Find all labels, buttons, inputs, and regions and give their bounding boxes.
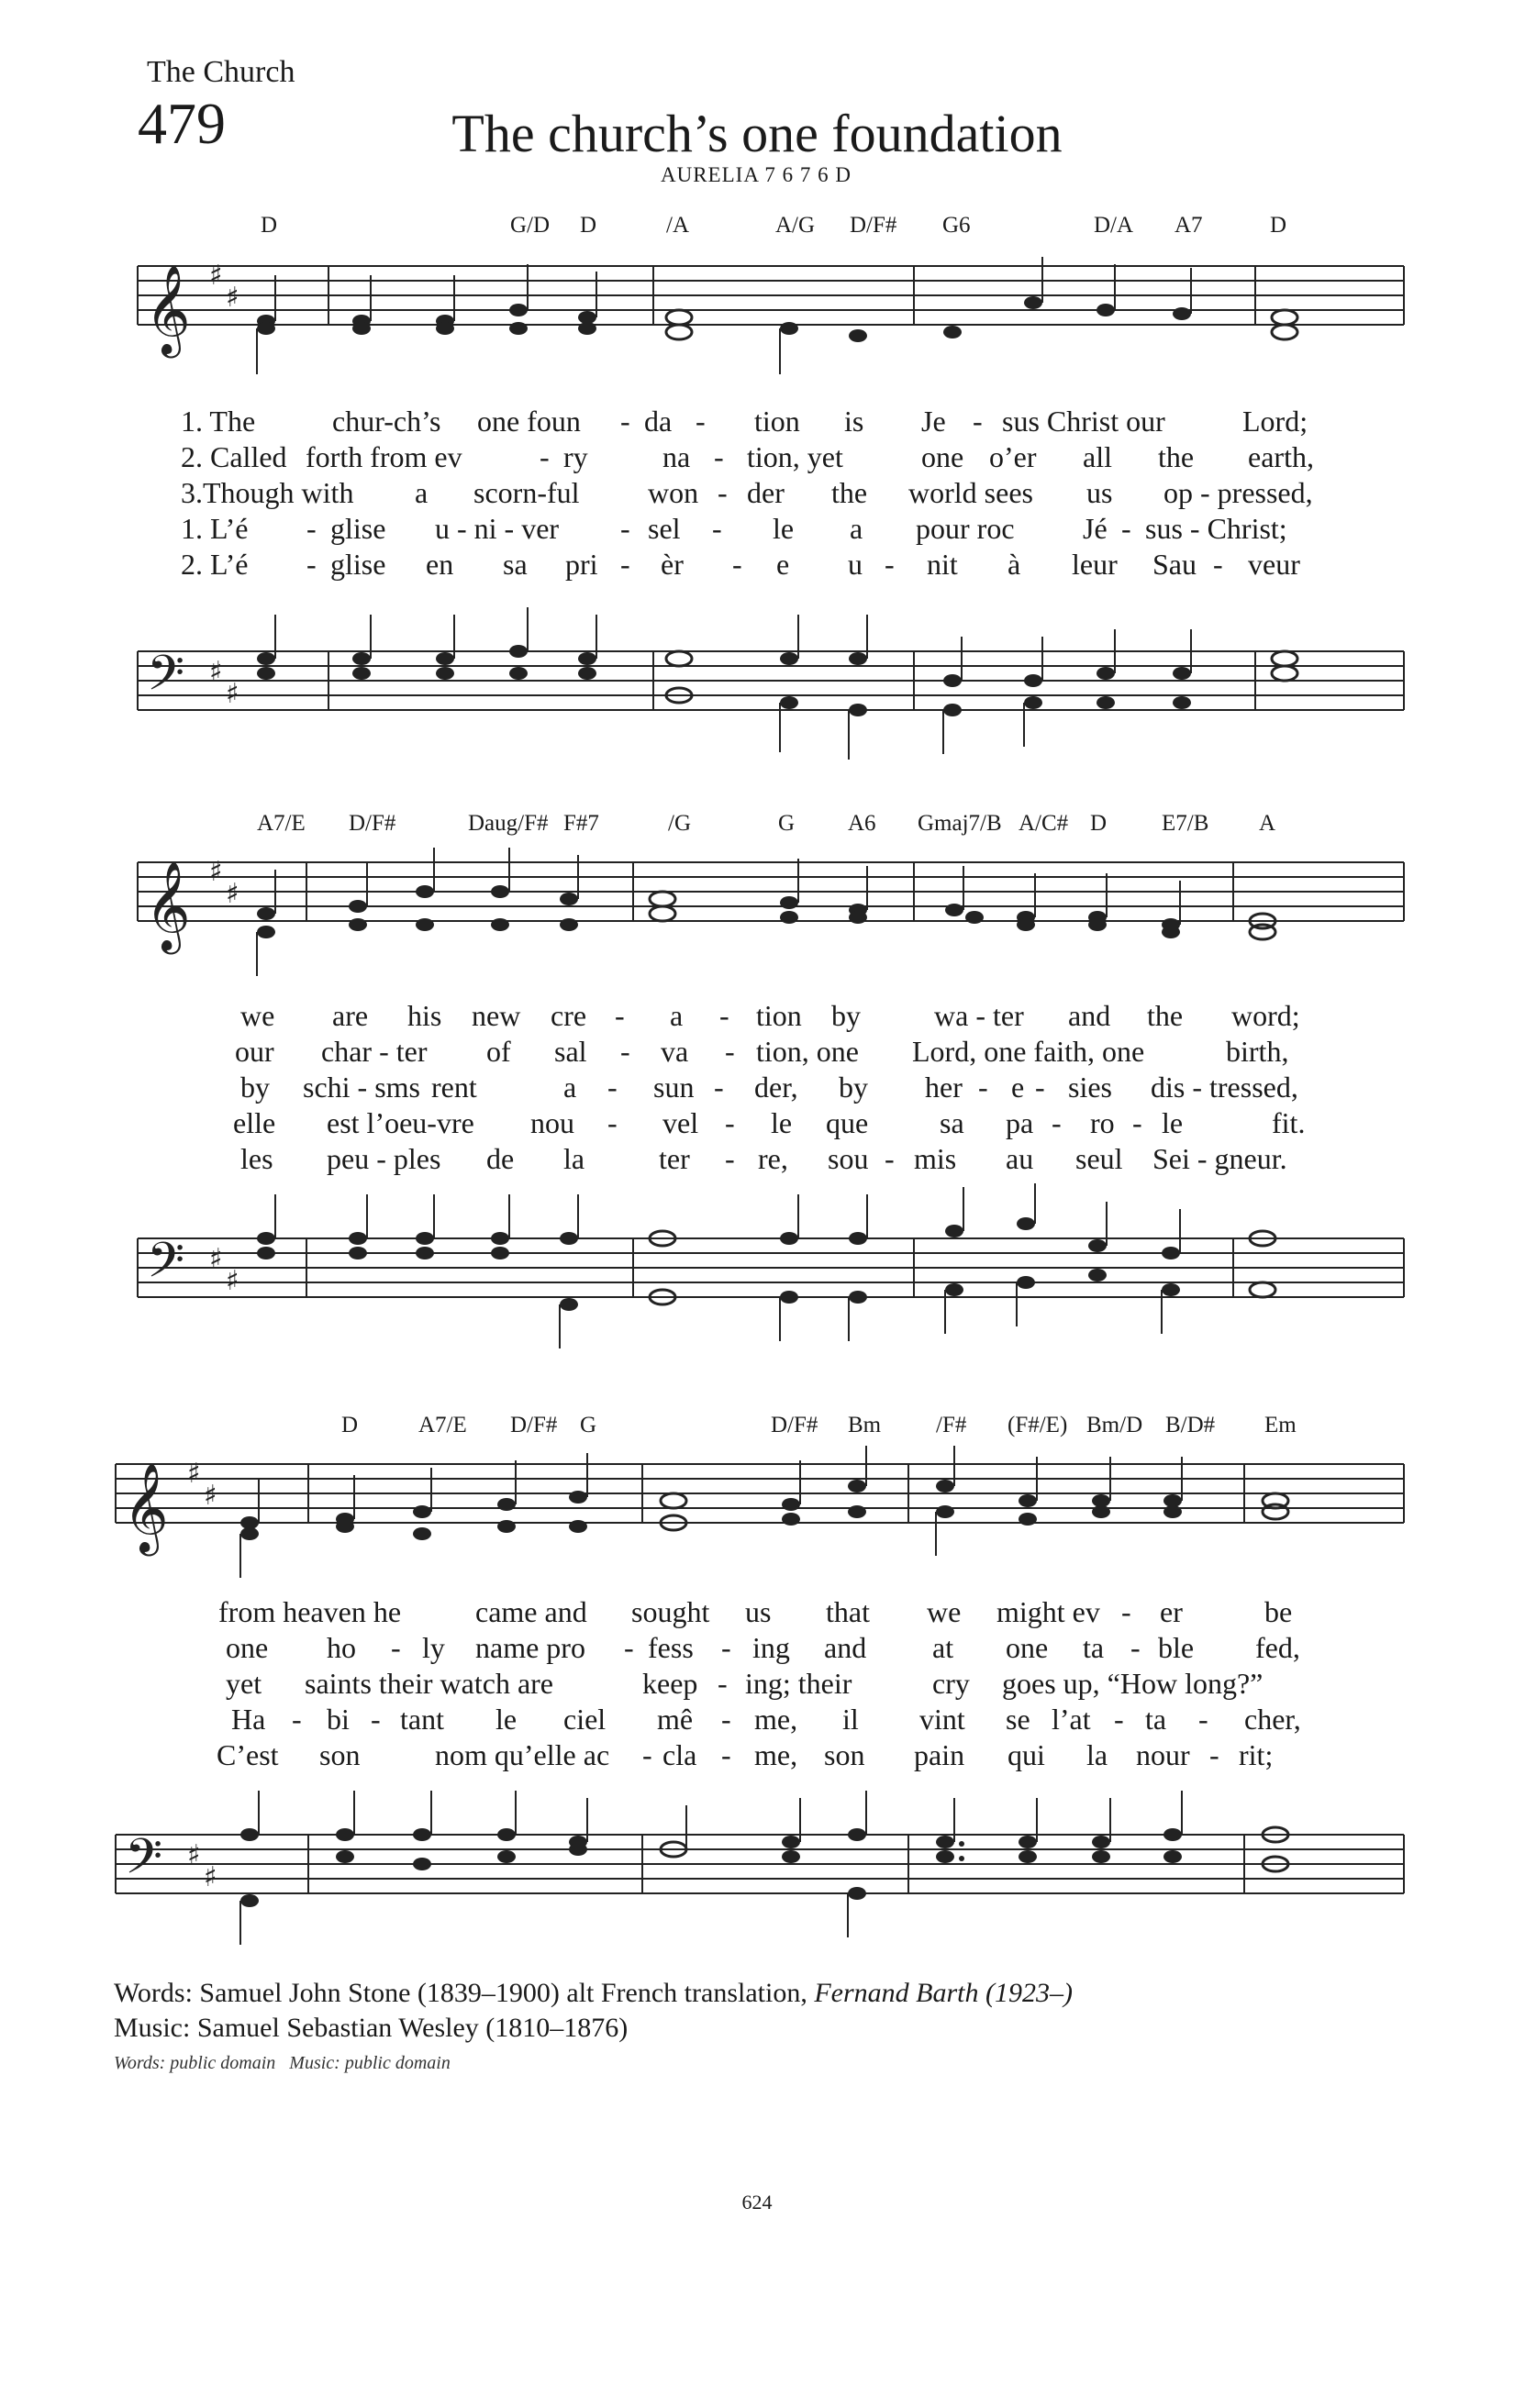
chord-symbol: A6: [848, 811, 876, 836]
lyric-syllable: -: [642, 1738, 652, 1771]
lyric-syllable: à: [1007, 548, 1021, 581]
lyric-syllable: -: [306, 548, 317, 581]
lyric-syllable: -: [714, 1071, 724, 1104]
lyric-syllable: pa: [1006, 1106, 1034, 1139]
lyric-syllable: bi: [327, 1703, 350, 1736]
lyric-syllable: Jé: [1083, 512, 1108, 545]
lyric-syllable: the: [1158, 440, 1195, 473]
lyric-syllable: and: [1068, 999, 1111, 1032]
lyric-syllable: ciel: [563, 1703, 607, 1736]
lyric-syllable: sa: [503, 548, 528, 581]
lyric-syllable: -: [620, 1035, 630, 1068]
lyric-line-verse-1-french: [0, 1105, 1514, 1141]
lyric-syllable: at: [932, 1631, 954, 1664]
lyric-syllable: keep: [642, 1667, 698, 1700]
lyric-syllable: one: [921, 440, 964, 473]
chord-symbol: D/A: [1094, 213, 1134, 238]
svg-text:♯: ♯: [209, 1243, 223, 1275]
lyric-syllable: saints their watch are: [305, 1667, 553, 1700]
lyric-syllable: der: [747, 476, 785, 509]
lyric-syllable: sus - Christ;: [1145, 512, 1287, 545]
lyric-syllable: re,: [758, 1142, 788, 1175]
lyric-syllable: ter: [659, 1142, 690, 1175]
lyric-syllable: -: [714, 440, 724, 473]
svg-text:𝄞: 𝄞: [145, 264, 191, 354]
hymn-title: The church’s one foundation: [451, 104, 1063, 163]
lyric-syllable: by: [831, 999, 861, 1032]
chord-symbol: A/G: [775, 213, 816, 238]
lyric-syllable: -: [1130, 1631, 1141, 1664]
lyric-syllable: the: [1147, 999, 1184, 1032]
lyric-syllable: sou: [828, 1142, 869, 1175]
lyric-syllable: -: [732, 548, 742, 581]
chord-symbol: /A: [666, 213, 689, 238]
chord-symbol: G6: [942, 213, 971, 238]
lyric-syllable: son: [319, 1738, 361, 1771]
svg-text:♯: ♯: [226, 878, 239, 910]
lyric-syllable: are: [332, 999, 369, 1032]
page-number: 624: [741, 2191, 773, 2214]
lyric-syllable: glise: [330, 548, 386, 581]
lyric-syllable: from heaven he: [218, 1595, 402, 1628]
bass-staff-1: [0, 596, 1514, 780]
lyric-syllable: -: [306, 512, 317, 545]
lyric-syllable: seul: [1075, 1142, 1123, 1175]
lyric-syllable: l’at: [1052, 1703, 1091, 1736]
lyric-syllable: -: [1035, 1071, 1045, 1104]
lyric-syllable: -: [620, 512, 630, 545]
lyric-syllable: world sees: [908, 476, 1033, 509]
lyric-syllable: his: [407, 999, 442, 1032]
lyric-syllable: tion: [754, 405, 800, 438]
lyric-syllable: fess: [648, 1631, 694, 1664]
lyric-syllable: 2. L’é: [181, 548, 249, 581]
lyric-syllable: of: [486, 1035, 511, 1068]
lyric-syllable: ro: [1090, 1106, 1115, 1139]
lyric-syllable: that: [826, 1595, 870, 1628]
bass-staff-2: [0, 1183, 1514, 1367]
lyric-syllable: one: [1006, 1631, 1049, 1664]
chord-symbol: A7: [1174, 213, 1203, 238]
lyric-syllable: -: [1121, 1595, 1131, 1628]
lyric-syllable: -: [1132, 1106, 1142, 1139]
lyric-syllable: us: [1086, 476, 1113, 509]
chord-symbol: Gmaj7/B: [918, 811, 1002, 836]
lyric-syllable: fed,: [1255, 1631, 1300, 1664]
lyric-syllable: peu - ples: [327, 1142, 441, 1175]
chord-symbol: G/D: [510, 213, 551, 238]
lyric-syllable: son: [824, 1738, 865, 1771]
section-title: The Church: [147, 55, 295, 89]
chord-symbol: Bm/D: [1086, 1413, 1143, 1437]
chord-symbol: E7/B: [1162, 811, 1209, 836]
lyric-syllable: pain: [914, 1738, 965, 1771]
lyric-syllable: schi - sms: [303, 1071, 420, 1104]
chord-symbol: D/F#: [349, 811, 396, 836]
lyric-syllable: -: [1213, 548, 1223, 581]
lyric-syllable: u - ni - ver: [435, 512, 560, 545]
lyric-syllable: e: [1011, 1071, 1025, 1104]
lyric-syllable: ing: [752, 1631, 790, 1664]
svg-text:𝄢: 𝄢: [125, 1829, 163, 1897]
chord-symbol: B/D#: [1165, 1413, 1216, 1437]
lyric-syllable: elle: [233, 1106, 276, 1139]
lyric-syllable: le: [1162, 1106, 1184, 1139]
lyric-syllable: sel: [648, 512, 681, 545]
lyric-syllable: -: [718, 1667, 728, 1700]
lyric-syllable: va: [661, 1035, 689, 1068]
chord-row-1: [0, 213, 1514, 246]
treble-staff-1: [0, 248, 1514, 394]
lyric-line-verse-2: [0, 1034, 1514, 1070]
chord-symbol: D: [261, 213, 278, 238]
lyric-syllable: by: [240, 1071, 270, 1104]
lyric-syllable: 3.Though with: [181, 476, 354, 509]
lyric-syllable: the: [831, 476, 868, 509]
lyric-syllable: pri: [565, 548, 598, 581]
lyric-syllable: us: [745, 1595, 772, 1628]
lyric-syllable: -: [885, 1142, 895, 1175]
lyric-line-verse-2: [0, 1630, 1514, 1666]
svg-text:♯: ♯: [226, 282, 239, 314]
lyric-syllable: cre: [551, 999, 587, 1032]
lyric-syllable: C’est: [217, 1738, 279, 1771]
lyric-syllable: one: [226, 1631, 269, 1664]
lyric-syllable: -: [1114, 1703, 1124, 1736]
lyric-syllable: au: [1006, 1142, 1034, 1175]
lyric-syllable: won: [648, 476, 699, 509]
lyric-syllable: -: [607, 1106, 618, 1139]
lyric-syllable: -: [978, 1071, 988, 1104]
lyric-syllable: -: [620, 548, 630, 581]
lyric-syllable: rit;: [1239, 1738, 1274, 1771]
lyric-syllable: ho: [327, 1631, 356, 1664]
lyric-syllable: -: [620, 405, 630, 438]
svg-text:♯: ♯: [209, 656, 223, 688]
lyric-syllable: and: [824, 1631, 867, 1664]
lyric-syllable: veur: [1248, 548, 1300, 581]
lyric-syllable: goes up, “How long?”: [1002, 1667, 1264, 1700]
lyric-syllable: earth,: [1248, 440, 1314, 473]
lyric-syllable: we: [240, 999, 275, 1032]
lyric-line-verse-2-french: [0, 1141, 1514, 1177]
lyric-syllable: -: [607, 1071, 618, 1104]
lyric-syllable: -: [1052, 1106, 1062, 1139]
svg-text:♯: ♯: [226, 678, 239, 710]
lyric-syllable: les: [240, 1142, 273, 1175]
lyric-syllable: èr: [661, 548, 684, 581]
lyric-syllable: came and: [475, 1595, 587, 1628]
lyric-syllable: Lord, one faith, one: [912, 1035, 1145, 1068]
chord-symbol: G: [778, 811, 796, 836]
lyric-syllable: Sei - gneur.: [1152, 1142, 1287, 1175]
lyric-syllable: -: [721, 1703, 731, 1736]
lyric-syllable: a: [415, 476, 429, 509]
svg-text:♯: ♯: [187, 1839, 201, 1871]
chord-symbol: D: [580, 213, 597, 238]
chord-symbol: D/F#: [850, 213, 897, 238]
lyric-syllable: o’er: [989, 440, 1037, 473]
chord-symbol: (F#/E): [1007, 1413, 1068, 1437]
lyric-syllable: 1. L’é: [181, 512, 249, 545]
lyric-syllable: se: [1006, 1703, 1030, 1736]
lyric-syllable: mê: [657, 1703, 694, 1736]
lyric-syllable: -: [1209, 1738, 1219, 1771]
lyric-syllable: tion, one: [756, 1035, 859, 1068]
lyric-syllable: da: [644, 405, 673, 438]
lyric-syllable: wa - ter: [934, 999, 1024, 1032]
lyric-syllable: glise: [330, 512, 386, 545]
lyric-syllable: la: [563, 1142, 585, 1175]
chord-symbol: Em: [1264, 1413, 1297, 1437]
lyric-syllable: is: [844, 405, 864, 438]
credit-words-translator: Fernand Barth (1923–): [814, 1978, 1073, 2008]
lyric-syllable: -: [292, 1703, 302, 1736]
lyric-syllable: u: [848, 548, 863, 581]
lyric-syllable: e: [776, 548, 790, 581]
lyric-syllable: forth from ev: [306, 440, 462, 473]
lyric-syllable: chur-ch’s: [332, 405, 441, 438]
lyric-syllable: sies: [1068, 1071, 1112, 1104]
lyric-syllable: est l’oeu-vre: [327, 1106, 474, 1139]
credit-words-author: Words: Samuel John Stone (1839–1900) alt French translation,: [114, 1978, 807, 2008]
lyric-syllable: a: [850, 512, 863, 545]
lyric-syllable: her: [925, 1071, 963, 1104]
lyric-syllable: tant: [400, 1703, 444, 1736]
lyric-syllable: na: [662, 440, 691, 473]
chord-row-3: [0, 1413, 1514, 1446]
svg-text:♯: ♯: [209, 856, 223, 888]
lyric-syllable: le: [495, 1703, 518, 1736]
treble-staff-2: [0, 844, 1514, 991]
lyric-syllable: sus Christ our: [1002, 405, 1165, 438]
lyric-syllable: de: [486, 1142, 515, 1175]
svg-text:𝄢: 𝄢: [147, 1233, 185, 1301]
lyric-syllable: ta: [1145, 1703, 1167, 1736]
lyric-syllable: fit.: [1272, 1106, 1306, 1139]
lyric-syllable: might ev: [996, 1595, 1100, 1628]
lyric-syllable: me,: [754, 1738, 798, 1771]
lyric-syllable: nou: [530, 1106, 574, 1139]
lyric-syllable: leur: [1072, 548, 1118, 581]
lyric-syllable: qui: [1007, 1738, 1045, 1771]
lyric-syllable: mis: [914, 1142, 957, 1175]
lyric-syllable: Je: [921, 405, 946, 438]
chord-row-2: [0, 811, 1514, 844]
lyric-syllable: -: [718, 476, 728, 509]
lyric-syllable: op - pressed,: [1163, 476, 1313, 509]
lyric-syllable: cry: [932, 1667, 970, 1700]
lyric-syllable: -: [721, 1631, 731, 1664]
lyric-syllable: ing; their: [745, 1667, 852, 1700]
lyric-syllable: yet: [226, 1667, 262, 1700]
lyric-syllable: me,: [754, 1703, 798, 1736]
lyric-line-verse-1: [0, 404, 1514, 439]
lyric-syllable: -: [371, 1703, 381, 1736]
lyric-syllable: sal: [554, 1035, 587, 1068]
chord-symbol: /F#: [936, 1413, 967, 1437]
lyric-syllable: -: [725, 1142, 735, 1175]
lyric-syllable: -: [624, 1631, 634, 1664]
lyric-syllable: en: [426, 548, 454, 581]
lyric-syllable: -: [1198, 1703, 1208, 1736]
lyric-syllable: la: [1086, 1738, 1108, 1771]
svg-text:♯: ♯: [187, 1458, 201, 1490]
lyric-syllable: Sau: [1152, 548, 1197, 581]
chord-symbol: G: [580, 1413, 597, 1437]
chord-symbol: A7/E: [257, 811, 306, 836]
lyric-syllable: 1. The: [181, 405, 256, 438]
lyric-syllable: new: [472, 999, 521, 1032]
lyric-line-verse-1-french: [0, 511, 1514, 547]
lyric-syllable: ta: [1083, 1631, 1105, 1664]
chord-symbol: D: [341, 1413, 359, 1437]
lyric-syllable: name pro: [475, 1631, 585, 1664]
lyric-syllable: one foun: [477, 405, 581, 438]
tune-name: AURELIA 7 6 7 6 D: [661, 163, 852, 186]
lyric-syllable: rent: [431, 1071, 477, 1104]
lyric-syllable: -: [696, 405, 706, 438]
lyric-syllable: vint: [919, 1703, 965, 1736]
lyric-syllable: sa: [940, 1106, 964, 1139]
lyric-syllable: a: [670, 999, 684, 1032]
chord-symbol: A: [1259, 811, 1276, 836]
lyric-syllable: que: [826, 1106, 869, 1139]
lyric-line-verse-3: [0, 475, 1514, 511]
svg-text:♯: ♯: [204, 1480, 217, 1512]
chord-symbol: F#7: [563, 811, 599, 836]
lyric-syllable: Ha: [231, 1703, 266, 1736]
lyric-line-verse-1: [0, 998, 1514, 1034]
lyric-syllable: -: [885, 548, 895, 581]
lyric-syllable: dis - tressed,: [1151, 1071, 1298, 1104]
hymn-number: 479: [138, 91, 226, 156]
lyric-syllable: tion, yet: [747, 440, 843, 473]
lyric-syllable: der,: [754, 1071, 798, 1104]
lyric-syllable: we: [927, 1595, 962, 1628]
lyric-syllable: er: [1160, 1595, 1183, 1628]
lyric-line-verse-2-french: [0, 547, 1514, 583]
lyric-syllable: ble: [1158, 1631, 1195, 1664]
chord-symbol: D: [1090, 811, 1108, 836]
svg-text:♯: ♯: [226, 1265, 239, 1297]
lyric-line-verse-1: [0, 1594, 1514, 1630]
lyric-syllable: cla: [662, 1738, 697, 1771]
lyric-syllable: tion: [756, 999, 802, 1032]
lyric-line-verse-2-french: [0, 1737, 1514, 1773]
lyric-syllable: pour roc: [916, 512, 1015, 545]
chord-symbol: /G: [668, 811, 691, 836]
lyric-syllable: our: [235, 1035, 274, 1068]
lyric-syllable: 2. Called: [181, 440, 287, 473]
chord-symbol: Bm: [848, 1413, 882, 1437]
lyric-syllable: -: [719, 999, 729, 1032]
lyric-syllable: word;: [1231, 999, 1300, 1032]
lyric-syllable: -: [712, 512, 722, 545]
lyric-line-verse-3: [0, 1070, 1514, 1105]
lyric-syllable: nom qu’elle ac: [435, 1738, 610, 1771]
lyric-line-verse-3: [0, 1666, 1514, 1702]
chord-symbol: A7/E: [418, 1413, 467, 1437]
lyric-line-verse-1-french: [0, 1702, 1514, 1737]
chord-symbol: D/F#: [771, 1413, 818, 1437]
svg-text:♯: ♯: [204, 1861, 217, 1893]
lyric-syllable: -: [391, 1631, 401, 1664]
chord-symbol: D/F#: [510, 1413, 558, 1437]
lyric-syllable: Lord;: [1242, 405, 1308, 438]
lyric-line-verse-2: [0, 439, 1514, 475]
lyric-syllable: le: [773, 512, 795, 545]
lyric-syllable: a: [563, 1071, 577, 1104]
credit-rights: Words: public domain Music: public domain: [114, 2053, 451, 2073]
lyric-syllable: -: [615, 999, 625, 1032]
lyric-syllable: ly: [422, 1631, 445, 1664]
lyric-syllable: nour: [1136, 1738, 1190, 1771]
lyric-syllable: by: [839, 1071, 868, 1104]
lyric-syllable: le: [771, 1106, 793, 1139]
lyric-syllable: sun: [653, 1071, 695, 1104]
lyric-syllable: scorn-ful: [473, 476, 580, 509]
lyric-syllable: -: [725, 1106, 735, 1139]
credit-music: Music: Samuel Sebastian Wesley (1810–1876): [114, 2013, 629, 2043]
credit-words: [114, 1978, 1073, 2009]
lyric-syllable: char - ter: [321, 1035, 428, 1068]
lyric-syllable: cher,: [1244, 1703, 1301, 1736]
lyric-syllable: nit: [927, 548, 958, 581]
lyric-syllable: ry: [563, 440, 588, 473]
lyric-syllable: -: [540, 440, 550, 473]
svg-text:𝄞: 𝄞: [123, 1462, 169, 1552]
lyric-syllable: il: [842, 1703, 859, 1736]
lyric-syllable: -: [721, 1738, 731, 1771]
bass-staff-3: [0, 1780, 1514, 1963]
lyric-syllable: be: [1264, 1595, 1293, 1628]
lyric-syllable: all: [1083, 440, 1112, 473]
lyric-syllable: vel: [662, 1106, 699, 1139]
lyric-syllable: birth,: [1226, 1035, 1289, 1068]
chord-symbol: D: [1270, 213, 1287, 238]
lyric-syllable: -: [973, 405, 983, 438]
lyric-syllable: -: [725, 1035, 735, 1068]
treble-staff-3: [0, 1446, 1514, 1592]
svg-text:♯: ♯: [209, 260, 223, 292]
chord-symbol: A/C#: [1019, 811, 1069, 836]
lyric-syllable: -: [1121, 512, 1131, 545]
svg-text:𝄢: 𝄢: [147, 646, 185, 714]
svg-text:𝄞: 𝄞: [145, 860, 191, 950]
lyric-syllable: sought: [631, 1595, 710, 1628]
chord-symbol: Daug/F#: [468, 811, 549, 836]
